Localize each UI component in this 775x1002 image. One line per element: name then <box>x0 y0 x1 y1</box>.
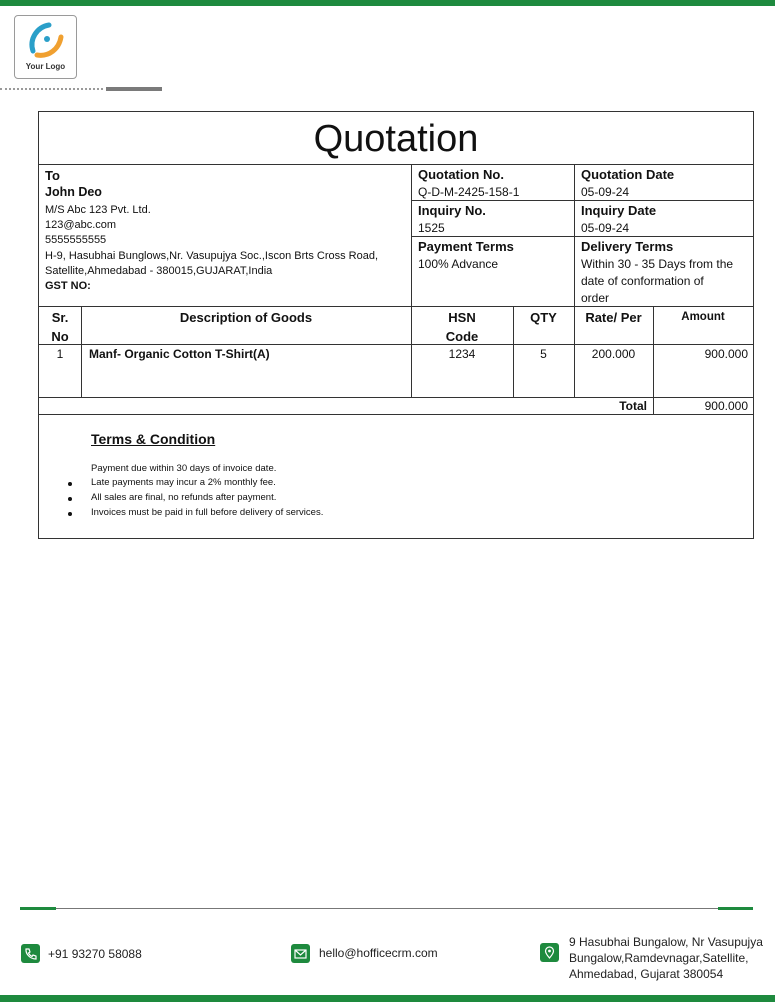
location-pin-icon <box>540 943 559 962</box>
col-header-rate: Rate/ Per <box>585 310 642 325</box>
terms-item: All sales are final, no refunds after payment. <box>91 492 277 503</box>
delivery-terms-line2: date of conformation of <box>581 274 704 288</box>
gst-label: GST NO: <box>45 280 91 292</box>
quotation-no-value: Q-D-M-2425-158-1 <box>418 185 520 199</box>
company-logo <box>14 15 77 79</box>
logo-text: Your Logo <box>25 62 66 71</box>
col-header-amount: Amount <box>681 311 725 323</box>
divider <box>411 236 753 237</box>
inquiry-no-value: 1525 <box>418 221 445 235</box>
inquiry-date-label: Inquiry Date <box>581 203 657 218</box>
inquiry-date-value: 05-09-24 <box>581 221 630 235</box>
quotation-box <box>38 111 754 539</box>
delivery-terms-label: Delivery Terms <box>581 239 674 254</box>
footer-email[interactable]: hello@hofficecrm.com <box>319 946 438 960</box>
row-qty: 5 <box>540 347 547 361</box>
customer-email: 123@abc.com <box>45 219 117 231</box>
header-dotted-divider <box>0 88 103 91</box>
quotation-date-label: Quotation Date <box>581 167 675 182</box>
customer-company: M/S Abc 123 Pvt. Ltd. <box>45 204 151 216</box>
delivery-terms-line3: order <box>581 291 610 305</box>
terms-title: Terms & Condition <box>91 431 216 447</box>
customer-address-line2: Satellite,Ahmedabad - 380015,GUJARAT,India <box>45 265 273 277</box>
row-amount: 900.000 <box>704 347 748 361</box>
document-title: Quotation <box>313 118 479 160</box>
quotation-no-label: Quotation No. <box>418 167 504 182</box>
customer-phone: 5555555555 <box>45 234 107 246</box>
footer-address: 9 Hasubhai Bungalow, Nr Vasupujya Bungalow,Ramdevnagar,Satellite, Ahmedabad, Gujarat 380054 <box>569 935 763 981</box>
delivery-terms-line1: Within 30 - 35 Days from the <box>581 257 734 271</box>
divider <box>39 344 753 345</box>
divider <box>39 164 753 165</box>
row-rate: 200.000 <box>591 347 636 361</box>
divider <box>411 200 753 201</box>
bullet-icon <box>68 512 72 516</box>
top-accent-bar <box>0 0 775 6</box>
col-header-hsn: HSN Code <box>445 310 479 344</box>
header-gray-bar <box>106 87 162 91</box>
phone-icon <box>21 944 40 963</box>
terms-item: Payment due within 30 days of invoice date. <box>91 463 277 474</box>
customer-address-line1: H-9, Hasubhai Bunglows,Nr. Vasupujya Soc.,Iscon Brts Cross Road, <box>45 250 379 262</box>
total-value: 900.000 <box>704 399 748 413</box>
row-description: Manf- Organic Cotton T-Shirt(A) <box>89 347 270 361</box>
quotation-date-value: 05-09-24 <box>581 185 630 199</box>
divider <box>39 397 753 398</box>
bullet-icon <box>68 482 72 486</box>
to-label: To <box>45 168 60 183</box>
footer-accent-right <box>718 907 753 910</box>
footer-phone[interactable]: +91 93270 58088 <box>48 947 142 961</box>
logo-graphic-icon <box>27 21 65 61</box>
total-label: Total <box>619 399 647 413</box>
footer-divider <box>20 908 753 909</box>
col-header-sr: Sr. No <box>51 310 69 344</box>
col-header-qty: QTY <box>530 310 557 325</box>
divider <box>39 414 753 415</box>
row-sr: 1 <box>56 347 64 361</box>
payment-terms-label: Payment Terms <box>418 239 514 254</box>
terms-item: Invoices must be paid in full before delivery of services. <box>91 507 324 518</box>
col-header-description: Description of Goods <box>179 310 313 325</box>
inquiry-no-label: Inquiry No. <box>418 203 486 218</box>
footer-accent-left <box>20 907 56 910</box>
divider <box>411 164 412 306</box>
divider <box>574 164 575 306</box>
email-icon <box>291 944 310 963</box>
payment-terms-value: 100% Advance <box>418 257 499 271</box>
divider <box>39 306 753 307</box>
customer-name: John Deo <box>45 185 102 199</box>
row-hsn: 1234 <box>448 347 476 361</box>
bottom-accent-bar <box>0 995 775 1002</box>
terms-item: Late payments may incur a 2% monthly fee. <box>91 477 276 488</box>
bullet-icon <box>68 497 72 501</box>
